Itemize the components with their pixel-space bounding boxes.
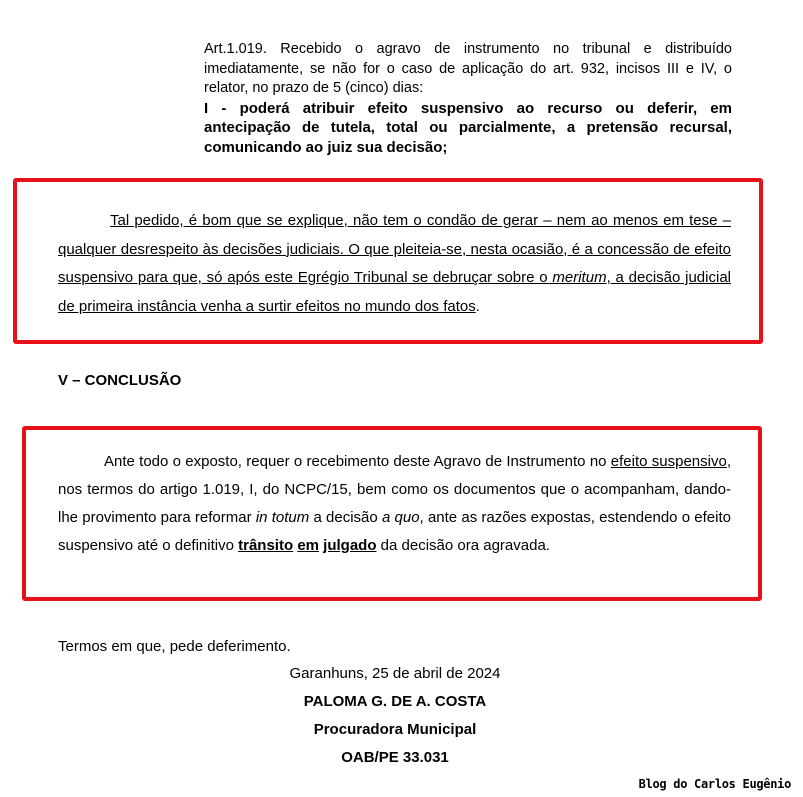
law-article-quote — [204, 40, 732, 157]
p1-italic: meritum — [552, 269, 607, 286]
signature-oab: OAB/PE 33.031 — [341, 749, 449, 766]
paragraph-conclusao — [58, 448, 731, 560]
p2-b3: julgado — [323, 537, 377, 554]
p2-t4: , ante as razões expostas, estendendo o efeito suspensivo até o definitivo — [58, 509, 731, 554]
blog-watermark: Blog do Carlos Eugênio — [638, 777, 791, 791]
p2-i1: in totum — [255, 509, 310, 526]
p2-u1: efeito suspensivo — [610, 453, 727, 470]
p1-text-a: Tal pedido, é bom que se explique, não tem o condão de gerar – nem ao menos em tese – qualquer desrespeito às decisões judiciais. O que pleiteia-se, nesta ocasião, é a concessão de efeito suspensivo para que, só após este Egrégio Tribunal se debruçar sobre o — [58, 212, 731, 286]
p2-t1: Ante todo o exposto, requer o recebimento deste Agravo de Instrumento no — [104, 453, 611, 470]
p1-text-b: , a decisão judicial de primeira instância venha a surtir efeitos no mundo dos fatos — [58, 269, 731, 315]
p2-t2: , nos termos do artigo 1.019, I, do NCPC/15, bem como os documentos que o acompanham, dando-lhe provimento para reformar — [58, 453, 731, 526]
paragraph-efeito-suspensivo — [58, 207, 731, 321]
section-heading: V – CONCLUSÃO — [58, 372, 182, 389]
article-intro: Art.1.019. Recebido o agravo de instrumento no tribunal e distribuído imediatamente, se não for o caso de aplicação do art. 932, incisos III e IV, o relator, no prazo de 5 (cinco) dias: — [204, 41, 732, 96]
p2-b1: trânsito — [238, 537, 294, 554]
signature-date: Garanhuns, 25 de abril de 2024 — [289, 665, 501, 682]
p2-t3: a decisão — [309, 509, 382, 526]
p2-i2: a quo — [381, 509, 420, 526]
signature-role: Procuradora Municipal — [313, 721, 477, 738]
signature-name: PALOMA G. DE A. COSTA — [303, 693, 487, 710]
article-item-i: I - poderá atribuir efeito suspensivo ao recurso ou deferir, em antecipação de tutela, total ou parcialmente, a pretensão recursal, comunicando ao juiz sua decisão; — [204, 99, 732, 156]
p1-end: . — [475, 297, 480, 315]
p2-t5: da decisão ora agravada. — [376, 537, 550, 554]
p2-b2: em — [297, 537, 319, 554]
closing-line: Termos em que, pede deferimento. — [58, 638, 291, 655]
